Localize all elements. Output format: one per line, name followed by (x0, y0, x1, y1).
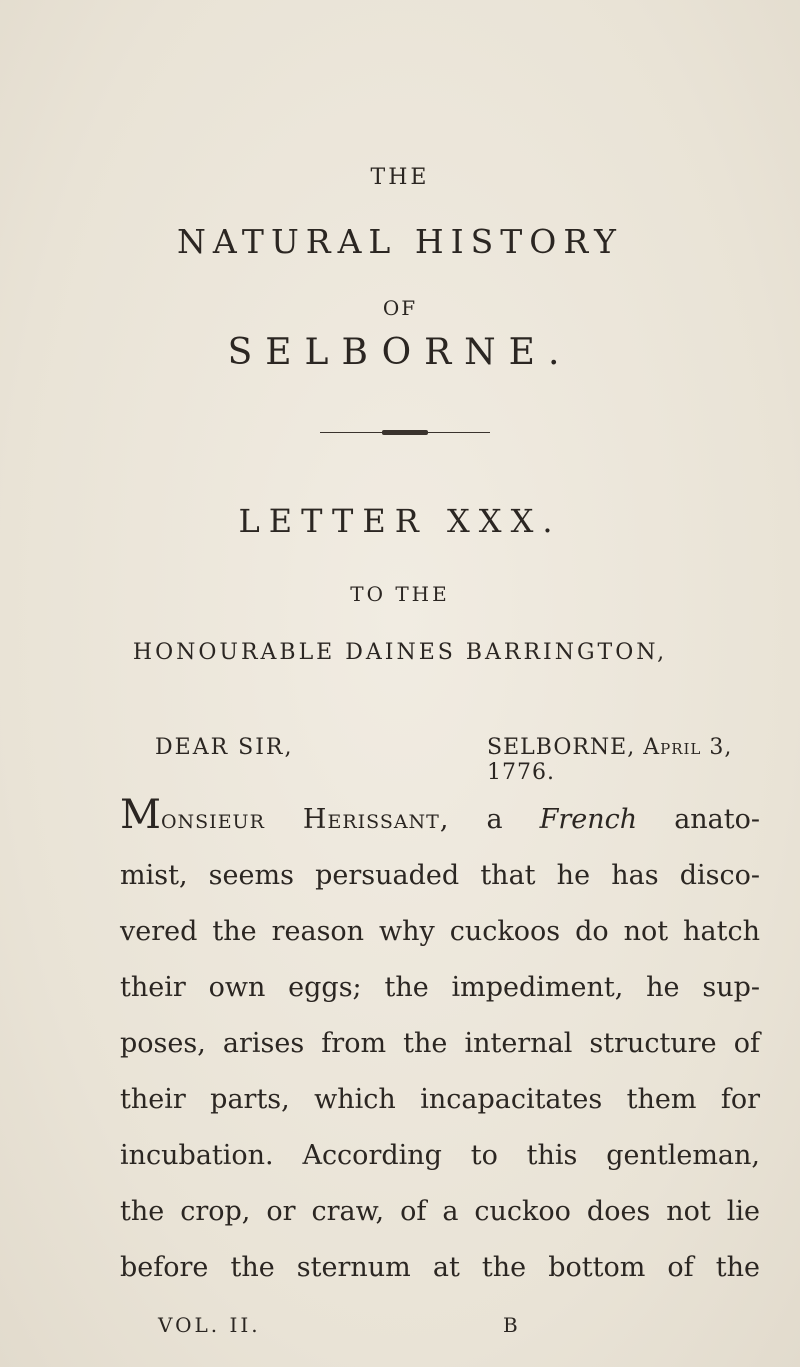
drop-cap: M (120, 792, 161, 838)
body-line-2: mist, seems persuaded that he has disco- (120, 860, 760, 891)
body-line-7: incubation. According to this gentleman, (120, 1140, 760, 1171)
body-line-9: before the sternum at the bottom of the (120, 1252, 760, 1283)
title-place: SELBORNE. (227, 332, 573, 373)
body-text (120, 792, 760, 1296)
body-line-3: vered the reason why cuckoos do not hatch (120, 916, 760, 947)
body-line-1 (120, 792, 760, 848)
body-text-fragment: anato- (637, 804, 760, 835)
body-line-5: poses, arises from the internal structure of (120, 1028, 760, 1059)
salutation: DEAR SIR, (155, 735, 294, 760)
signature-mark: B (503, 1313, 518, 1337)
letter-heading: LETTER XXX. (238, 502, 562, 540)
dateline: SELBORNE, April 3, 1776. (487, 735, 733, 785)
body-line-4: their own eggs; the impediment, he sup- (120, 972, 760, 1003)
body-line-6: their parts, which incapacitates them for (120, 1084, 760, 1115)
name-herissant: onsieur Herissant, (160, 804, 450, 835)
letter-to: TO THE (350, 582, 450, 606)
title-the: THE (370, 165, 430, 190)
italic-french: French (539, 804, 638, 835)
ornamental-rule (320, 432, 490, 433)
letter-recipient: HONOURABLE DAINES BARRINGTON, (132, 640, 668, 665)
title-of: OF (382, 296, 418, 320)
title-natural-history: NATURAL HISTORY (177, 222, 623, 261)
volume-label: VOL. II. (158, 1313, 261, 1337)
body-text-fragment: a (449, 804, 540, 835)
body-line-8: the crop, or craw, of a cuckoo does not lie (120, 1196, 760, 1227)
